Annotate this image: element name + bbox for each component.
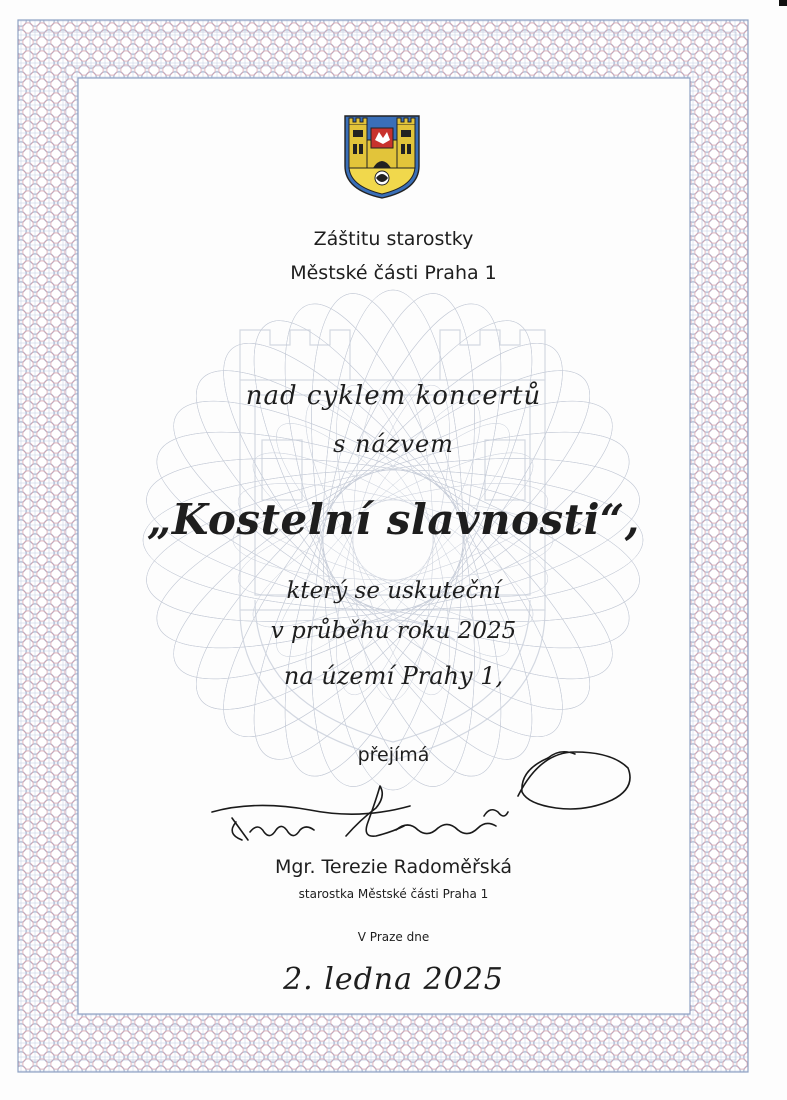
accepts-label: přejímá [357, 744, 430, 766]
body-line-concert-cycle: nad cyklem koncertů [245, 381, 542, 411]
body-line-year: v průběhu roku 2025 [270, 618, 517, 644]
event-title: „Kostelní slavnosti“, [147, 495, 640, 544]
place-label: V Praze dne [357, 930, 430, 944]
issue-date: 2. ledna 2025 [283, 962, 504, 997]
corner-mark [779, 0, 787, 6]
patronage-line-1: Záštitu starostky [313, 228, 474, 250]
body-line-takes-place: který se uskuteční [286, 578, 501, 604]
body-line-named: s názvem [333, 430, 454, 458]
signer-name: Mgr. Terezie Radoměřská [274, 856, 513, 878]
signer-role: starostka Městské části Praha 1 [298, 887, 489, 901]
patronage-line-2: Městské části Praha 1 [290, 262, 497, 284]
body-line-territory: na území Prahy 1, [283, 662, 504, 690]
